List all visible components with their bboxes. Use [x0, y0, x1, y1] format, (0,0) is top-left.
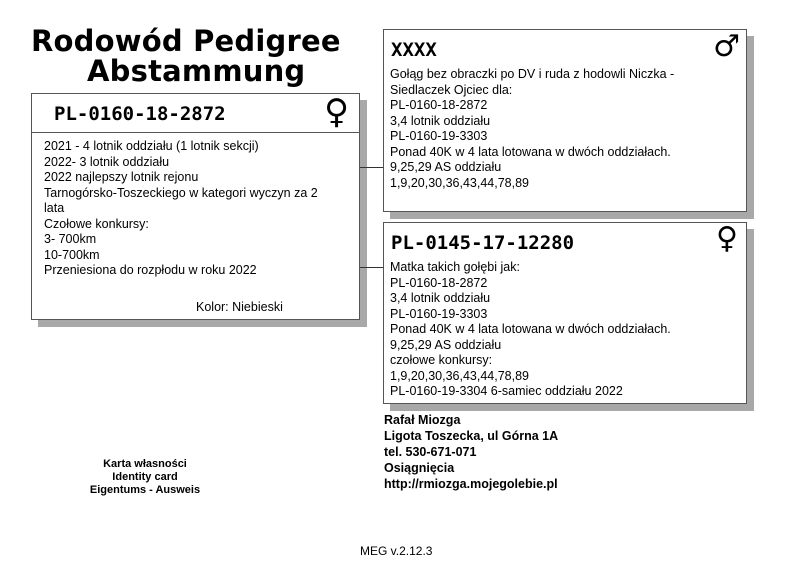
note-line: PL-0160-18-2872: [390, 98, 488, 112]
note-line: Ponad 40K w 4 lata lotowana w dwóch oddziałach.: [390, 322, 671, 336]
owner-phone: tel. 530-671-071: [384, 445, 477, 459]
version-label: MEG v.2.12.3: [360, 544, 433, 558]
mother-ring: PL-0145-17-12280: [391, 232, 575, 254]
note-line: Siedlaczek Ojciec dla:: [390, 82, 513, 97]
father-card: [383, 29, 747, 212]
note-line: 3- 700km: [44, 232, 97, 246]
note-line: 2022 najlepszy lotnik rejonu: [44, 170, 199, 184]
main-bird-color: Kolor: Niebieski: [196, 300, 283, 314]
female-icon: ♀: [716, 221, 738, 256]
note-line: 2021 - 4 lotnik oddziału (1 lotnik sekcji): [44, 139, 259, 153]
note-line: PL-0160-18-2872: [390, 275, 488, 290]
owner-achievements: Osiągnięcia: [384, 461, 455, 475]
note-line: PL-0160-19-3304 6-samiec oddziału 2022: [390, 384, 623, 398]
father-ring: XXXX: [391, 39, 437, 61]
mother-card: [383, 222, 747, 404]
identity-line-de: Eigentums - Ausweis: [89, 484, 201, 496]
female-icon: ♀: [324, 92, 349, 132]
owner-info: [384, 412, 558, 492]
note-line: Matka takich gołębi jak:: [390, 260, 520, 274]
main-bird-notes: [44, 139, 318, 279]
identity-card-label: [70, 458, 220, 497]
note-line: lata: [44, 201, 65, 215]
note-line: 10-700km: [44, 247, 100, 262]
note-line: Gołąg bez obraczki po DV i ruda z hodowli Niczka -: [390, 67, 675, 81]
connector-main-to-mother: [360, 267, 384, 268]
note-line: 1,9,20,30,36,43,44,78,89: [390, 368, 530, 383]
father-notes: [390, 67, 674, 191]
note-line: 3,4 lotnik oddziału: [390, 291, 491, 305]
male-icon: ♂: [713, 29, 740, 64]
main-bird-header-divider: [32, 132, 359, 133]
note-line: Czołowe konkursy:: [44, 216, 149, 231]
main-bird-card: [31, 93, 360, 320]
note-line: PL-0160-19-3303: [390, 129, 488, 143]
note-line: Przeniesiona do rozpłodu w roku 2022: [44, 263, 257, 277]
note-line: Tarnogórsko-Toszeckiego w kategori wyczyn za 2: [44, 185, 318, 200]
owner-name: Rafał Miozga: [384, 413, 461, 427]
note-line: Ponad 40K w 4 lata lotowana w dwóch oddziałach.: [390, 144, 671, 159]
note-line: 3,4 lotnik oddziału: [390, 113, 491, 128]
identity-line-en: Identity card: [112, 471, 178, 483]
note-line: czołowe konkursy:: [390, 353, 493, 367]
title-line-1: Rodowód Pedigree: [31, 24, 341, 58]
note-line: PL-0160-19-3303: [390, 306, 488, 321]
mother-notes: [390, 260, 671, 400]
note-line: 9,25,29 AS oddziału: [390, 160, 502, 174]
note-line: 9,25,29 AS oddziału: [390, 337, 502, 352]
owner-address: Ligota Toszecka, ul Górna 1A: [384, 429, 559, 443]
title-line-2: Abstammung: [87, 54, 306, 88]
connector-main-to-father: [360, 167, 384, 168]
note-line: 1,9,20,30,36,43,44,78,89: [390, 175, 530, 190]
main-bird-ring: PL-0160-18-2872: [54, 103, 226, 125]
note-line: 2022- 3 lotnik oddziału: [44, 154, 170, 169]
owner-url[interactable]: http://rmiozga.mojegolebie.pl: [384, 477, 558, 491]
identity-line-pl: Karta własności: [103, 458, 187, 470]
